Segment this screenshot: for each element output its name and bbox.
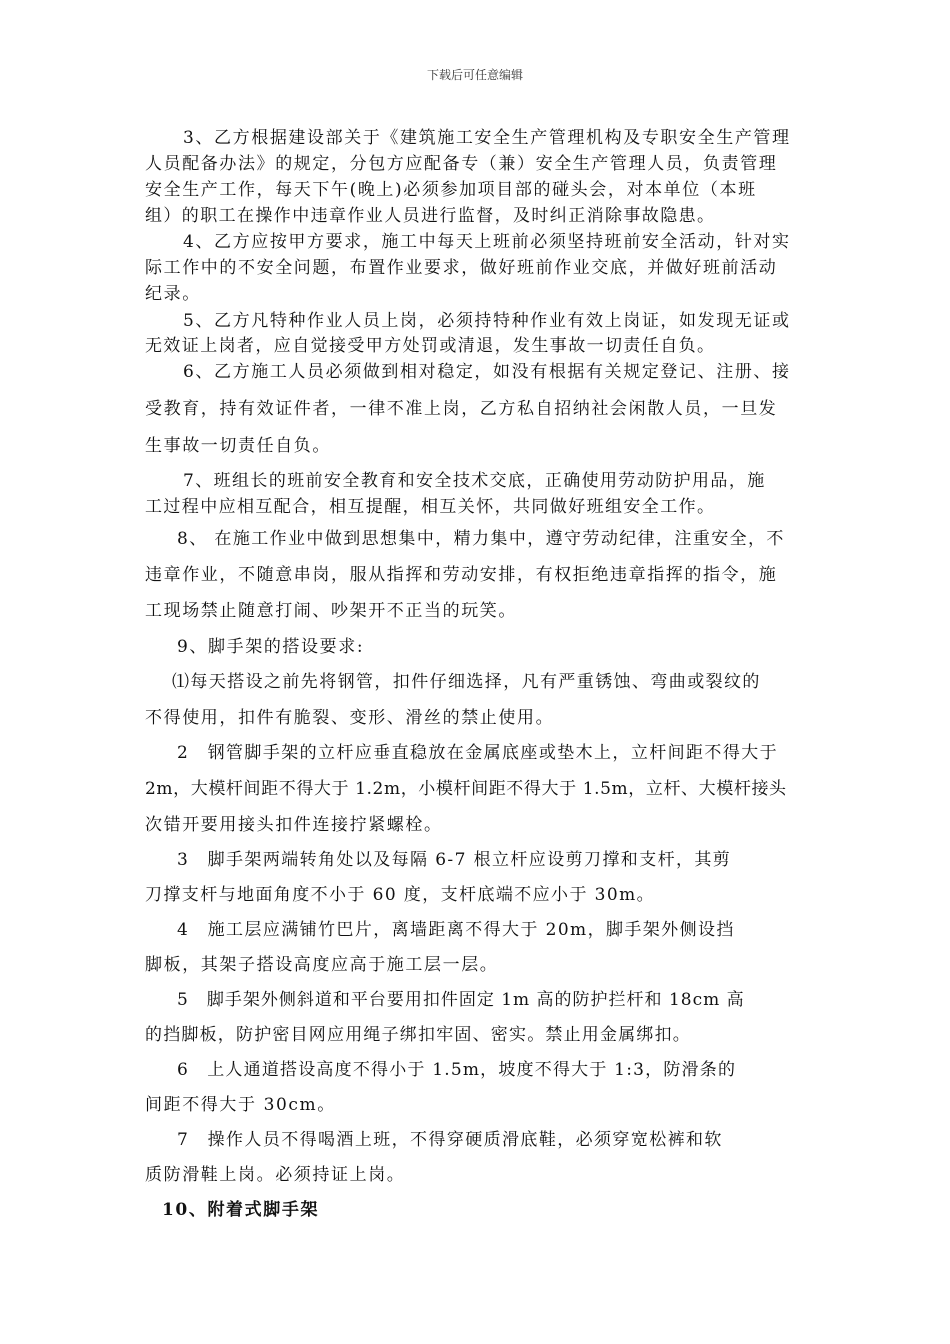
text-line: 2 钢管脚手架的立杆应垂直稳放在金属底座或垫木上，立杆间距不得大于 <box>177 743 779 763</box>
text-line: 工现场禁止随意打闹、吵架开不正当的玩笑。 <box>145 601 517 621</box>
text-line: 工过程中应相互配合，相互提醒，相互关怀，共同做好班组安全工作。 <box>145 497 716 517</box>
text-line: 6、乙方施工人员必须做到相对稳定，如没有根据有关规定登记、注册、接 <box>183 362 791 382</box>
text-line: 次错开要用接头扣件连接拧紧螺栓。 <box>145 815 443 835</box>
text-line: 5、乙方凡特种作业人员上岗，必须持特种作业有效上岗证，如发现无证或 <box>183 311 791 331</box>
text-line: 质防滑鞋上岗。必须持证上岗。 <box>145 1165 406 1185</box>
text-line: 4、乙方应按甲方要求，施工中每天上班前必须坚持班前安全活动，针对实 <box>183 232 791 252</box>
text-line: 违章作业，不随意串岗，服从指挥和劳动安排，有权拒绝违章指挥的指令，施 <box>145 565 778 585</box>
text-line: 组）的职工在操作中违章作业人员进行监督，及时纠正消除事故隐患。 <box>145 206 716 226</box>
text-line: 际工作中的不安全问题，布置作业要求，做好班前作业交底，并做好班前活动 <box>145 258 778 278</box>
text-line: 不得使用，扣件有脆裂、变形、滑丝的禁止使用。 <box>145 708 555 728</box>
text-line: ⑴每天搭设之前先将钢管，扣件仔细选择，凡有严重锈蚀、弯曲或裂纹的 <box>172 672 761 692</box>
text-line: 刀撑支杆与地面角度不小于 60 度，支杆底端不应小于 30m。 <box>145 885 655 905</box>
section-heading: 10、附着式脚手架 <box>162 1200 320 1220</box>
text-line: 无效证上岗者，应自觉接受甲方处罚或清退，发生事故一切责任自负。 <box>145 336 716 356</box>
text-line: 的挡脚板，防护密目网应用绳子绑扣牢固、密实。禁止用金属绑扣。 <box>145 1025 691 1045</box>
text-line: 7、班组长的班前安全教育和安全技术交底，正确使用劳动防护用品，施 <box>183 471 766 491</box>
text-line: 受教育，持有效证件者，一律不准上岗，乙方私自招纳社会闲散人员，一旦发 <box>145 399 778 419</box>
text-line: 纪录。 <box>145 284 201 304</box>
text-line: 8、 在施工作业中做到思想集中，精力集中，遵守劳动纪律，注重安全，不 <box>177 529 785 549</box>
text-line: 人员配备办法》的规定，分包方应配备专（兼）安全生产管理人员，负责管理 <box>145 154 778 174</box>
text-line: 间距不得大于 30cm。 <box>145 1095 336 1115</box>
text-line: 7 操作人员不得喝酒上班，不得穿硬质滑底鞋，必须穿宽松裤和软 <box>177 1130 723 1150</box>
text-line: 脚板，其架子搭设高度应高于施工层一层。 <box>145 955 499 975</box>
text-line: 6 上人通道搭设高度不得小于 1.5m，坡度不得大于 1:3，防滑条的 <box>177 1060 737 1080</box>
page-header: 下载后可任意编辑 <box>426 68 523 82</box>
text-line: 9、脚手架的搭设要求: <box>177 637 365 657</box>
text-line: 4 施工层应满铺竹巴片，离墙距离不得大于 20m，脚手架外侧设挡 <box>177 920 735 940</box>
text-line: 安全生产工作，每天下午(晚上)必须参加项目部的碰头会，对本单位（本班 <box>145 180 757 200</box>
text-line: 3、乙方根据建设部关于《建筑施工安全生产管理机构及专职安全生产管理 <box>183 128 791 148</box>
text-line: 3 脚手架两端转角处以及每隔 6-7 根立杆应设剪刀撑和支杆，其剪 <box>177 850 732 870</box>
text-line: 2m，大模杆间距不得大于 1.2m，小模杆间距不得大于 1.5m，立杆、大模杆接头 <box>145 779 787 799</box>
text-line: 生事故一切责任自负。 <box>145 436 331 456</box>
text-line: 5 脚手架外侧斜道和平台要用扣件固定 1m 高的防护拦杆和 18cm 高 <box>177 990 745 1010</box>
